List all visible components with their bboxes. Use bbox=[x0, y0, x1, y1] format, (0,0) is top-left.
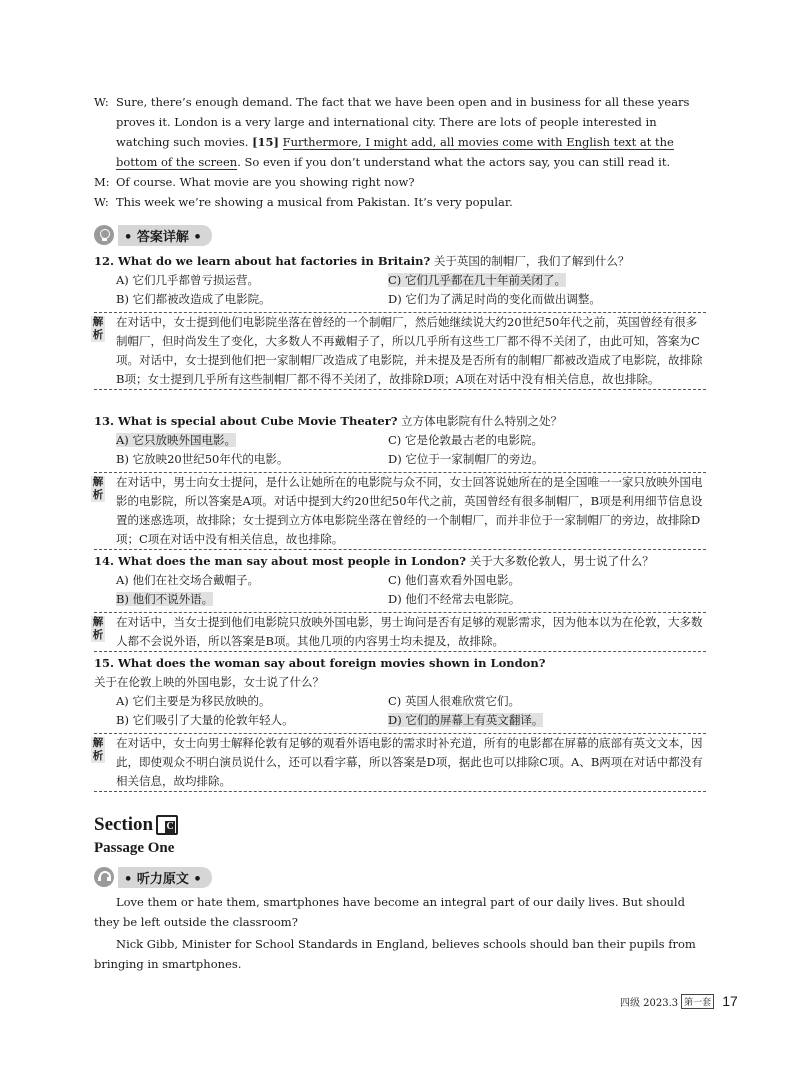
section-c-icon: C bbox=[156, 815, 178, 835]
page-footer bbox=[620, 993, 738, 1009]
options bbox=[94, 571, 706, 609]
dialogue-text: This week we’re showing a musical from Pakistan. It’s very popular. bbox=[116, 195, 513, 209]
question-text: 12. What do we learn about hat factories in Britain? 关于英国的制帽厂，我们了解到什么？ bbox=[94, 254, 630, 268]
question-12 bbox=[94, 252, 706, 309]
analysis-text: 在对话中，女士向男士解释伦敦有足够的观看外语电影的需求时补充道，所有的电影都在屏幕的底部有英文文本，因此，即使观众不明白演员说什么，还可以看字幕，所以答案是D项，据此也可以排除C项。A、B两项在对话中都没有相关信息，故均排除。 bbox=[116, 736, 703, 788]
analysis-13 bbox=[94, 472, 706, 550]
analysis-15 bbox=[94, 733, 706, 792]
analysis-mark: 解析 bbox=[92, 737, 104, 762]
analysis-mark: 解析 bbox=[92, 316, 104, 341]
headphones-icon bbox=[94, 867, 114, 887]
underlined-text: Furthermore, I might add, all movies come with English text at the bottom of the screen bbox=[116, 135, 674, 169]
options bbox=[94, 431, 706, 469]
option-a: A) 他们在社交场合戴帽子。 bbox=[116, 573, 259, 587]
speaker: W: bbox=[94, 95, 109, 109]
speaker: W: bbox=[94, 195, 109, 209]
analysis-14 bbox=[94, 612, 706, 652]
passage-title: Passage One bbox=[94, 840, 175, 856]
question-14 bbox=[94, 552, 706, 609]
option-b: B) 它放映20世纪50年代的电影。 bbox=[116, 452, 289, 466]
footer-box: 第一套 bbox=[681, 994, 714, 1009]
question-text: 14. What does the man say about most people in London? 关于大多数伦敦人，男士说了什么？ bbox=[94, 554, 654, 568]
options bbox=[94, 271, 706, 309]
options bbox=[94, 692, 706, 730]
question-text-cn: 关于在伦敦上映的外国电影，女士说了什么？ bbox=[94, 675, 324, 689]
question-text: 15. What does the woman say about foreign movies shown in London? bbox=[94, 656, 546, 670]
question-text: 13. What is special about Cube Movie Theater? 立方体电影院有什么特别之处？ bbox=[94, 414, 563, 428]
analysis-text: 在对话中，女士提到他们电影院坐落在曾经的一个制帽厂，然后她继续说大约20世纪50年代之前，英国曾经有很多制帽厂，但时尚发生了变化，大多数人不再戴帽子了，所以几乎所有这些工厂都不得不关闭了，由此可知，答案为C项。对话中，女士提到他们把一家制帽厂改造成了电影院，并未提及是否所有的制帽厂都被改造成了电影院，故排除B项；女士提到几乎所有这些制帽厂都不得不关闭了，故排除D项；A项在对话中没有相关信息，故也排除。 bbox=[116, 315, 703, 386]
option-b: B) 他们不说外语。 bbox=[116, 592, 214, 606]
answer-header-label: • 答案详解 • bbox=[118, 225, 212, 246]
dialogue-line bbox=[94, 172, 706, 192]
dialogue-text: Sure, there’s enough demand. The fact that we have been open and in business for all these years proves it. London is a very large and international city. There are lots of people interested in watching such movies. bbox=[116, 95, 690, 149]
option-c: C) 英国人很难欣赏它们。 bbox=[388, 694, 520, 708]
option-d: D) 它位于一家制帽厂的旁边。 bbox=[388, 452, 544, 466]
dialogue-text: Of course. What movie are you showing right now? bbox=[116, 175, 415, 189]
paragraph: Love them or hate them, smartphones have become an integral part of our daily lives. But should they be left outside the classroom? bbox=[94, 895, 685, 929]
question-13 bbox=[94, 412, 706, 469]
option-c: C) 它是伦敦最古老的电影院。 bbox=[388, 433, 543, 447]
listening-header bbox=[94, 866, 212, 888]
page-number: 17 bbox=[722, 993, 738, 1009]
option-a: A) 它们主要是为移民放映的。 bbox=[116, 694, 271, 708]
question-15 bbox=[94, 654, 706, 730]
footer-label: 四级 2023.3 bbox=[620, 997, 679, 1009]
analysis-text: 在对话中，男士向女士提问，是什么让她所在的电影院与众不同，女士回答说她所在的是全国唯一一家只放映外国电影的电影院，所以答案是A项。对话中提到大约20世纪50年代之前，英国曾经有很多制帽厂，B项是利用细节信息设置的迷惑选项，故排除；女士提到立方体电影院坐落在曾经的一个制帽厂，而并非位于一家制帽厂的旁边，故排除D项；C项在对话中没有相关信息，故也排除。 bbox=[116, 475, 703, 546]
answer-header bbox=[94, 224, 212, 246]
option-a: A) 它们几乎都曾亏损运营。 bbox=[116, 273, 259, 287]
speaker: M: bbox=[94, 175, 110, 189]
option-d: D) 他们不经常去电影院。 bbox=[388, 592, 521, 606]
option-b: B) 它们吸引了大量的伦敦年轻人。 bbox=[116, 713, 294, 727]
option-b: B) 它们都被改造成了电影院。 bbox=[116, 292, 271, 306]
analysis-text: 在对话中，当女士提到他们电影院只放映外国电影，男士询问是否有足够的观影需求，因为他本以为在伦敦，大多数人都不会说外语，所以答案是B项。其他几项的内容男士均未提及，故排除。 bbox=[116, 615, 703, 648]
analysis-mark: 解析 bbox=[92, 476, 104, 501]
option-c: C) 它们几乎都在几十年前关闭了。 bbox=[388, 273, 566, 287]
option-c: C) 他们喜欢看外国电影。 bbox=[388, 573, 520, 587]
analysis-mark: 解析 bbox=[92, 616, 104, 641]
section-title: Section C bbox=[94, 814, 178, 836]
lightbulb-icon bbox=[94, 225, 114, 245]
dialogue-line bbox=[94, 92, 706, 172]
dialogue-line bbox=[94, 192, 706, 212]
paragraph: Nick Gibb, Minister for School Standards in England, believes schools should ban their pupils from bringing in smartphones. bbox=[94, 937, 696, 971]
listening-header-label: • 听力原文 • bbox=[118, 867, 212, 888]
option-a: A) 它只放映外国电影。 bbox=[116, 433, 236, 447]
question-tag: [15] bbox=[252, 135, 279, 149]
analysis-12 bbox=[94, 312, 706, 390]
dialogue-text: . So even if you don’t understand what the actors say, you can still read it. bbox=[237, 155, 671, 169]
option-d: D) 它们的屏幕上有英文翻译。 bbox=[388, 713, 544, 727]
option-d: D) 它们为了满足时尚的变化而做出调整。 bbox=[388, 292, 601, 306]
dialogue bbox=[94, 92, 706, 212]
